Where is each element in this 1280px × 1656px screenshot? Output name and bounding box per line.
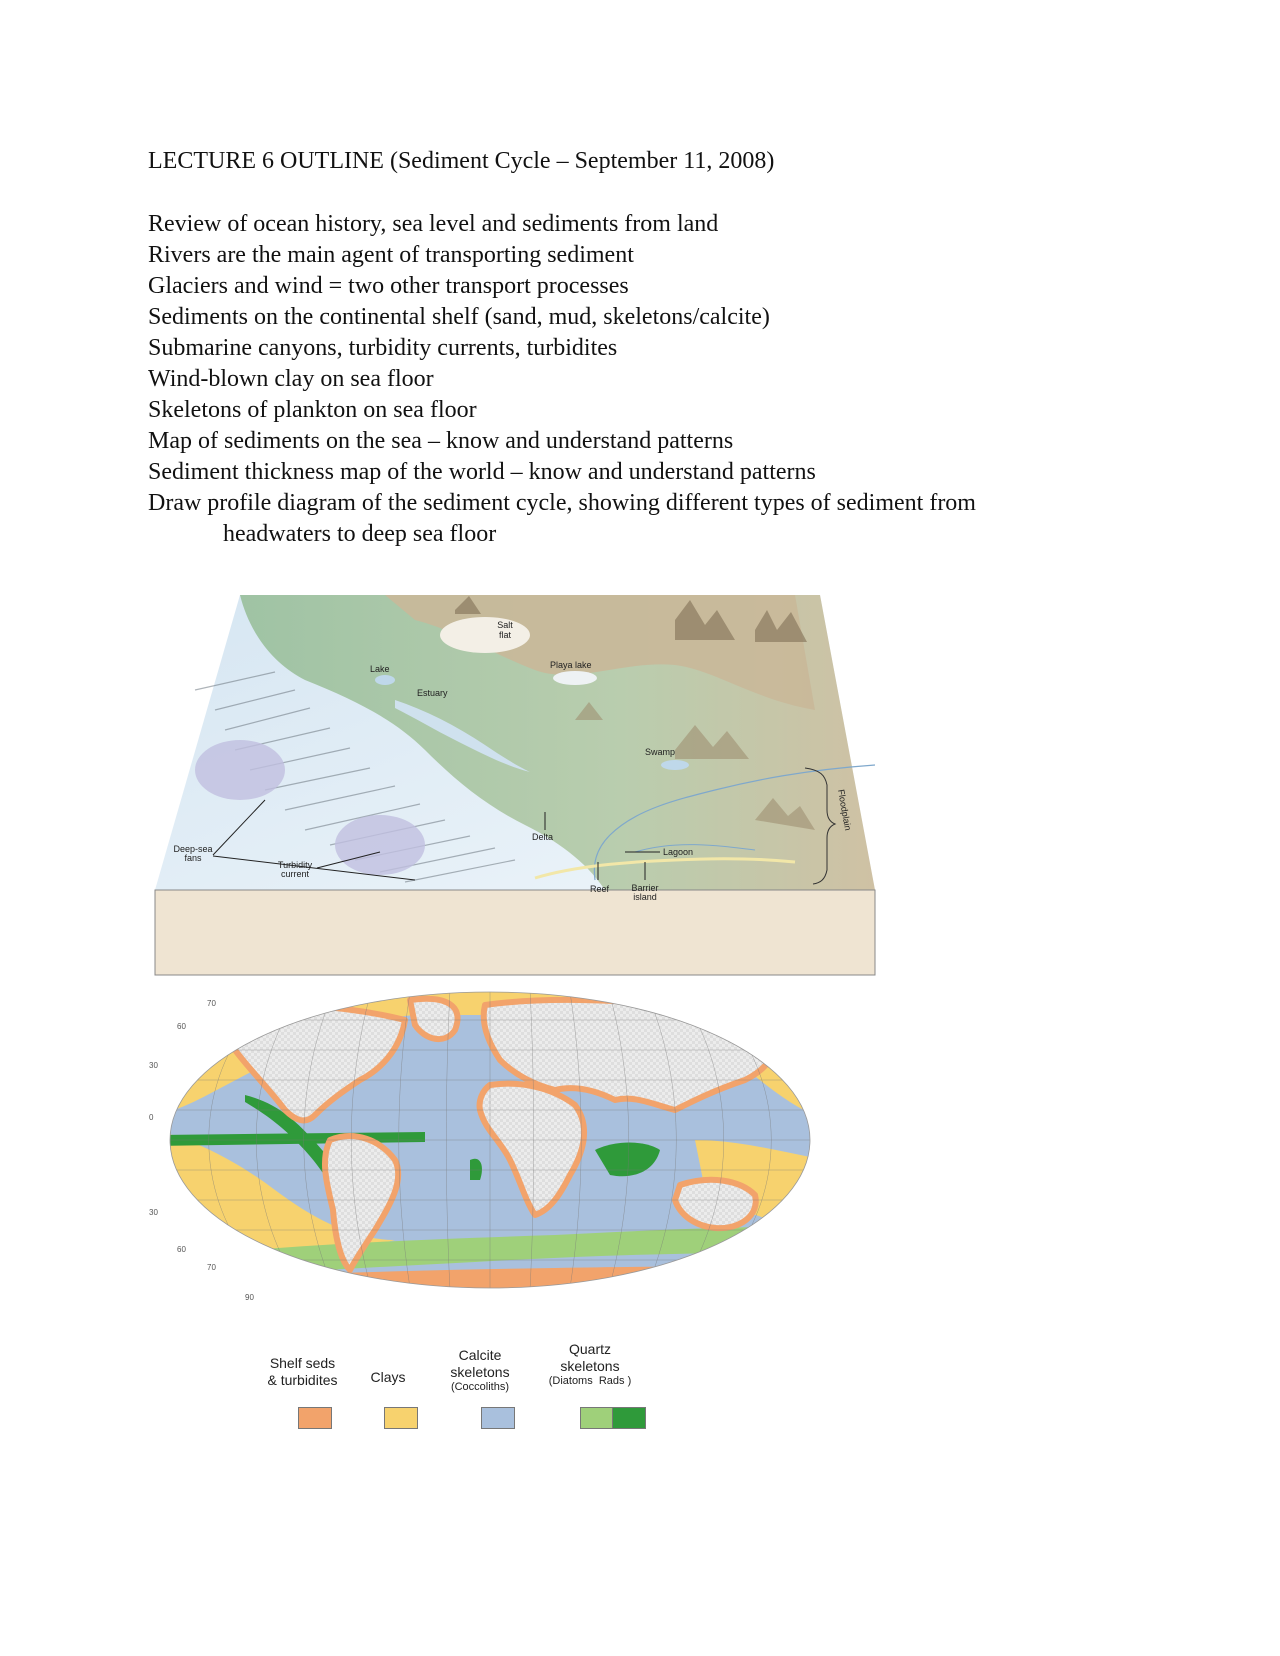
lat-label: 70 [207, 1263, 216, 1272]
label-turbidity-current: current [280, 869, 310, 879]
side-label: 30 [149, 1208, 158, 1217]
antarctica [155, 1289, 825, 1340]
legend-quartz: Quartz skeletons (Diatoms Rads ) [548, 1341, 632, 1387]
label-deep-sea-fans: Deep-sea [173, 844, 213, 854]
ocean-sediment-map [149, 990, 825, 1340]
label-floodplain: Floodplain [836, 788, 854, 832]
block-front-face [155, 890, 875, 975]
outline-item: Skeletons of plankton on sea floor [148, 397, 477, 423]
label-estuary: Estuary [417, 688, 448, 698]
playa-lake [553, 671, 597, 685]
outline-item: Review of ocean history, sea level and sediments from land [148, 211, 719, 237]
side-label: 30 [149, 1061, 158, 1070]
legend-swatch-diatoms [580, 1407, 614, 1429]
outline-item: Wind-blown clay on sea floor [148, 366, 434, 392]
outline-item: Draw profile diagram of the sediment cycle, showing different types of sediment from [148, 490, 976, 516]
label-turbidity-current: Turbidity [277, 860, 313, 870]
outline-item: Rivers are the main agent of transporting sediment [148, 242, 634, 268]
legend-swatch-rads [612, 1407, 646, 1429]
outline-item: Sediment thickness map of the world – know and understand patterns [148, 459, 816, 485]
lat-label: 60 [177, 1022, 186, 1031]
page-title: LECTURE 6 OUTLINE (Sediment Cycle – September 11, 2008) [148, 148, 775, 174]
outline-item: Map of sediments on the sea – know and understand patterns [148, 428, 734, 454]
outline-item: Sediments on the continental shelf (sand, mud, skeletons/calcite) [148, 304, 770, 330]
lake [375, 675, 395, 685]
deep-sea-fan [335, 815, 425, 875]
legend-swatch-clays [384, 1407, 418, 1429]
outline-item: Submarine canyons, turbidity currents, turbidites [148, 335, 618, 361]
lat-label: 60 [177, 1245, 186, 1254]
outline-item: Glaciers and wind = two other transport processes [148, 273, 629, 299]
legend-shelf: Shelf seds & turbidites [267, 1355, 338, 1388]
label-swamp: Swamp [645, 747, 676, 757]
outline-item-continuation: headwaters to deep sea floor [223, 521, 497, 547]
australia [675, 1180, 756, 1228]
legend-swatch-shelf [298, 1407, 332, 1429]
sedimentary-environments-diagram [155, 590, 875, 975]
label-salt-flat: flat [498, 630, 512, 640]
label-reef: Reef [590, 884, 610, 894]
legend-clays: Clays [370, 1369, 406, 1385]
deep-sea-fan [195, 740, 285, 800]
label-lake: Lake [370, 664, 390, 674]
label-deep-sea-fans: fans [184, 853, 202, 863]
salt-flat [440, 617, 530, 653]
label-barrier-island: island [633, 892, 657, 902]
legend-calcite: Calcite skeletons (Coccoliths) [450, 1347, 510, 1393]
label-salt-flat: Salt [497, 620, 513, 630]
lat-label: 90 [245, 1293, 254, 1302]
lat-label: 70 [207, 999, 216, 1008]
label-barrier-island: Barrier [631, 883, 659, 893]
label-lagoon: Lagoon [663, 847, 694, 857]
legend-swatch-calcite [481, 1407, 515, 1429]
rads-region [470, 1159, 482, 1180]
map-legend [260, 1341, 680, 1435]
side-label: 0 [149, 1113, 154, 1122]
label-playa-lake: Playa lake [550, 660, 592, 670]
label-delta: Delta [532, 832, 554, 842]
lecture-outline [148, 209, 976, 550]
